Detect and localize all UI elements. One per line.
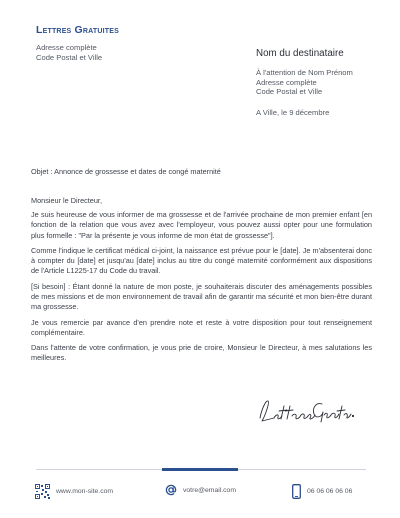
sender-address bbox=[36, 43, 102, 62]
signature-drawing bbox=[256, 394, 356, 428]
smartphone-icon bbox=[292, 484, 301, 499]
paragraph-announcement: Je suis heureuse de vous informer de ma grossesse et de l'arrivée prochaine de mon premier enfant [en fonction de la relation que vous avez avec l'employeur, vous pouvez aussi opter pour une formulation plus formelle : "Par la présente je vous informe de mon état de grossesse"]. bbox=[31, 210, 372, 240]
brand-logo-text: Lettres Gratuites bbox=[36, 24, 119, 36]
paragraph-thanks: Je vous remercie par avance d'en prendre note et reste à votre disposition pour tout renseignement complémentaire. bbox=[31, 317, 372, 337]
email-text: votre@email.com bbox=[183, 486, 236, 494]
paragraph-dates: Comme l'indique le certificat médical ci-joint, la naissance est prévue pour le [date]. Je m'absenterai donc à compter du [date] et jusqu'au [date] inclus au titre du congé maternité conformément aux dispositions de l'Article L1225-17 du Code du travail. bbox=[31, 246, 372, 276]
phone-text: 06 06 06 06 06 bbox=[307, 488, 353, 495]
footer-accent-bar bbox=[162, 468, 238, 471]
at-sign-icon bbox=[165, 484, 177, 496]
website-text: www.mon-site.com bbox=[56, 488, 114, 495]
footer-website[interactable] bbox=[35, 484, 113, 499]
recipient-name: Nom du destinataire bbox=[256, 48, 344, 59]
paragraph-arrangements: [Si besoin] : Étant donné la nature de mon poste, je souhaiterais discuter des aménagements possibles de mes missions et de mon environnement de travail afin de garantir ma sécurité et mon bien-être durant ma grossesse. bbox=[31, 281, 372, 312]
footer-email[interactable] bbox=[165, 484, 236, 496]
recipient-city-line: Code Postal et Ville bbox=[256, 87, 323, 97]
letter-subject: Objet : Annonce de grossesse et dates de congé maternité bbox=[31, 167, 221, 176]
letter-body bbox=[31, 196, 372, 369]
salutation: Monsieur le Directeur, bbox=[31, 196, 102, 205]
sender-city-line: Code Postal et Ville bbox=[36, 52, 103, 62]
sender-address-line: Adresse complète bbox=[36, 43, 97, 52]
recipient-address-line: Adresse complète bbox=[256, 77, 317, 87]
qr-code-icon bbox=[35, 484, 50, 499]
paragraph-closing: Dans l'attente de votre confirmation, je vous prie de croire, Monsieur le Directeur, à mes salutations les meilleures. bbox=[31, 343, 372, 363]
recipient-address bbox=[256, 68, 353, 97]
handwritten-signature bbox=[256, 394, 356, 433]
recipient-attention-line: À l'attention de Nom Prénom bbox=[256, 68, 353, 77]
footer-phone[interactable] bbox=[292, 484, 352, 499]
place-date: A Ville, le 9 décembre bbox=[256, 108, 330, 117]
